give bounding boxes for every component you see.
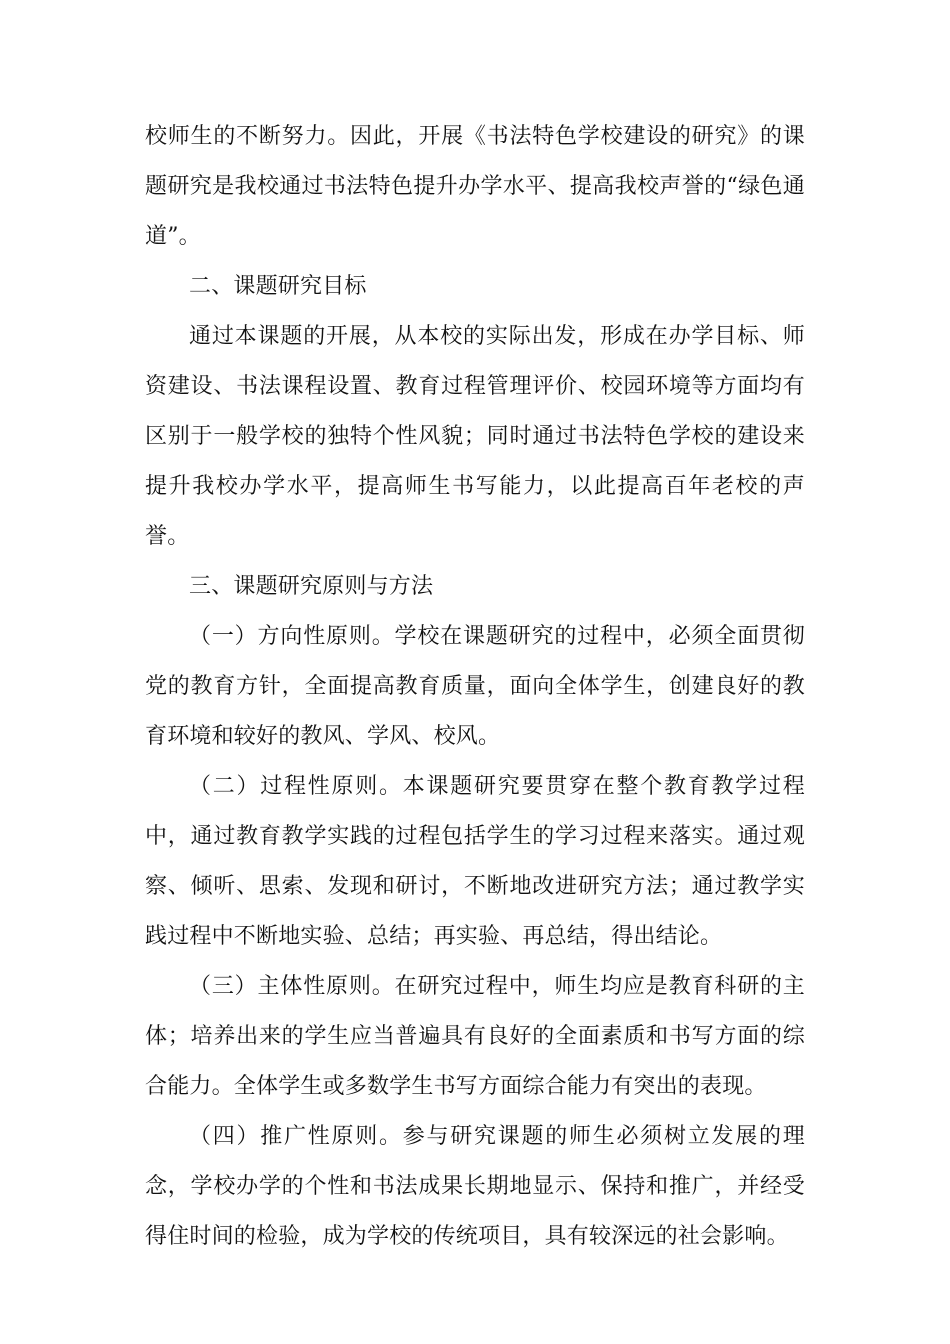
paragraph-principle-direction: （一）方向性原则。学校在课题研究的过程中，必须全面贯彻党的教育方针，全面提高教育质量，面向全体学生，创建良好的教育环境和较好的教风、学风、校风。 [145,624,805,749]
paragraph-principle-promotion: （四）推广性原则。参与研究课题的师生必须树立发展的理念，学校办学的个性和书法成果长期地显示、保持和推广，并经受得住时间的检验，成为学校的传统项目，具有较深远的社会影响。 [145,1124,805,1249]
paragraph-continuation: 校师生的不断努力。因此，开展《书法特色学校建设的研究》的课题研究是我校通过书法特色提升办学水平、提高我校声誉的“绿色通道”。 [145,124,805,249]
document-body [145,112,805,1262]
paragraph-principle-process: （二）过程性原则。本课题研究要贯穿在整个教育教学过程中，通过教育教学实践的过程包括学生的学习过程来落实。通过观察、倾听、思索、发现和研讨，不断地改进研究方法；通过教学实践过程中不断地实验、总结；再实验、再总结，得出结论。 [145,774,805,949]
section-heading-objectives: 二、课题研究目标 [189,274,367,299]
section-heading-principles: 三、课题研究原则与方法 [189,574,434,599]
paragraph-objectives: 通过本课题的开展，从本校的实际出发，形成在办学目标、师资建设、书法课程设置、教育过程管理评价、校园环境等方面均有区别于一般学校的独特个性风貌；同时通过书法特色学校的建设来提升我校办学水平，提高师生书写能力，以此提高百年老校的声誉。 [145,324,805,549]
paragraph-principle-subject: （三）主体性原则。在研究过程中，师生均应是教育科研的主体；培养出来的学生应当普遍具有良好的全面素质和书写方面的综合能力。全体学生或多数学生书写方面综合能力有突出的表现。 [145,974,805,1099]
